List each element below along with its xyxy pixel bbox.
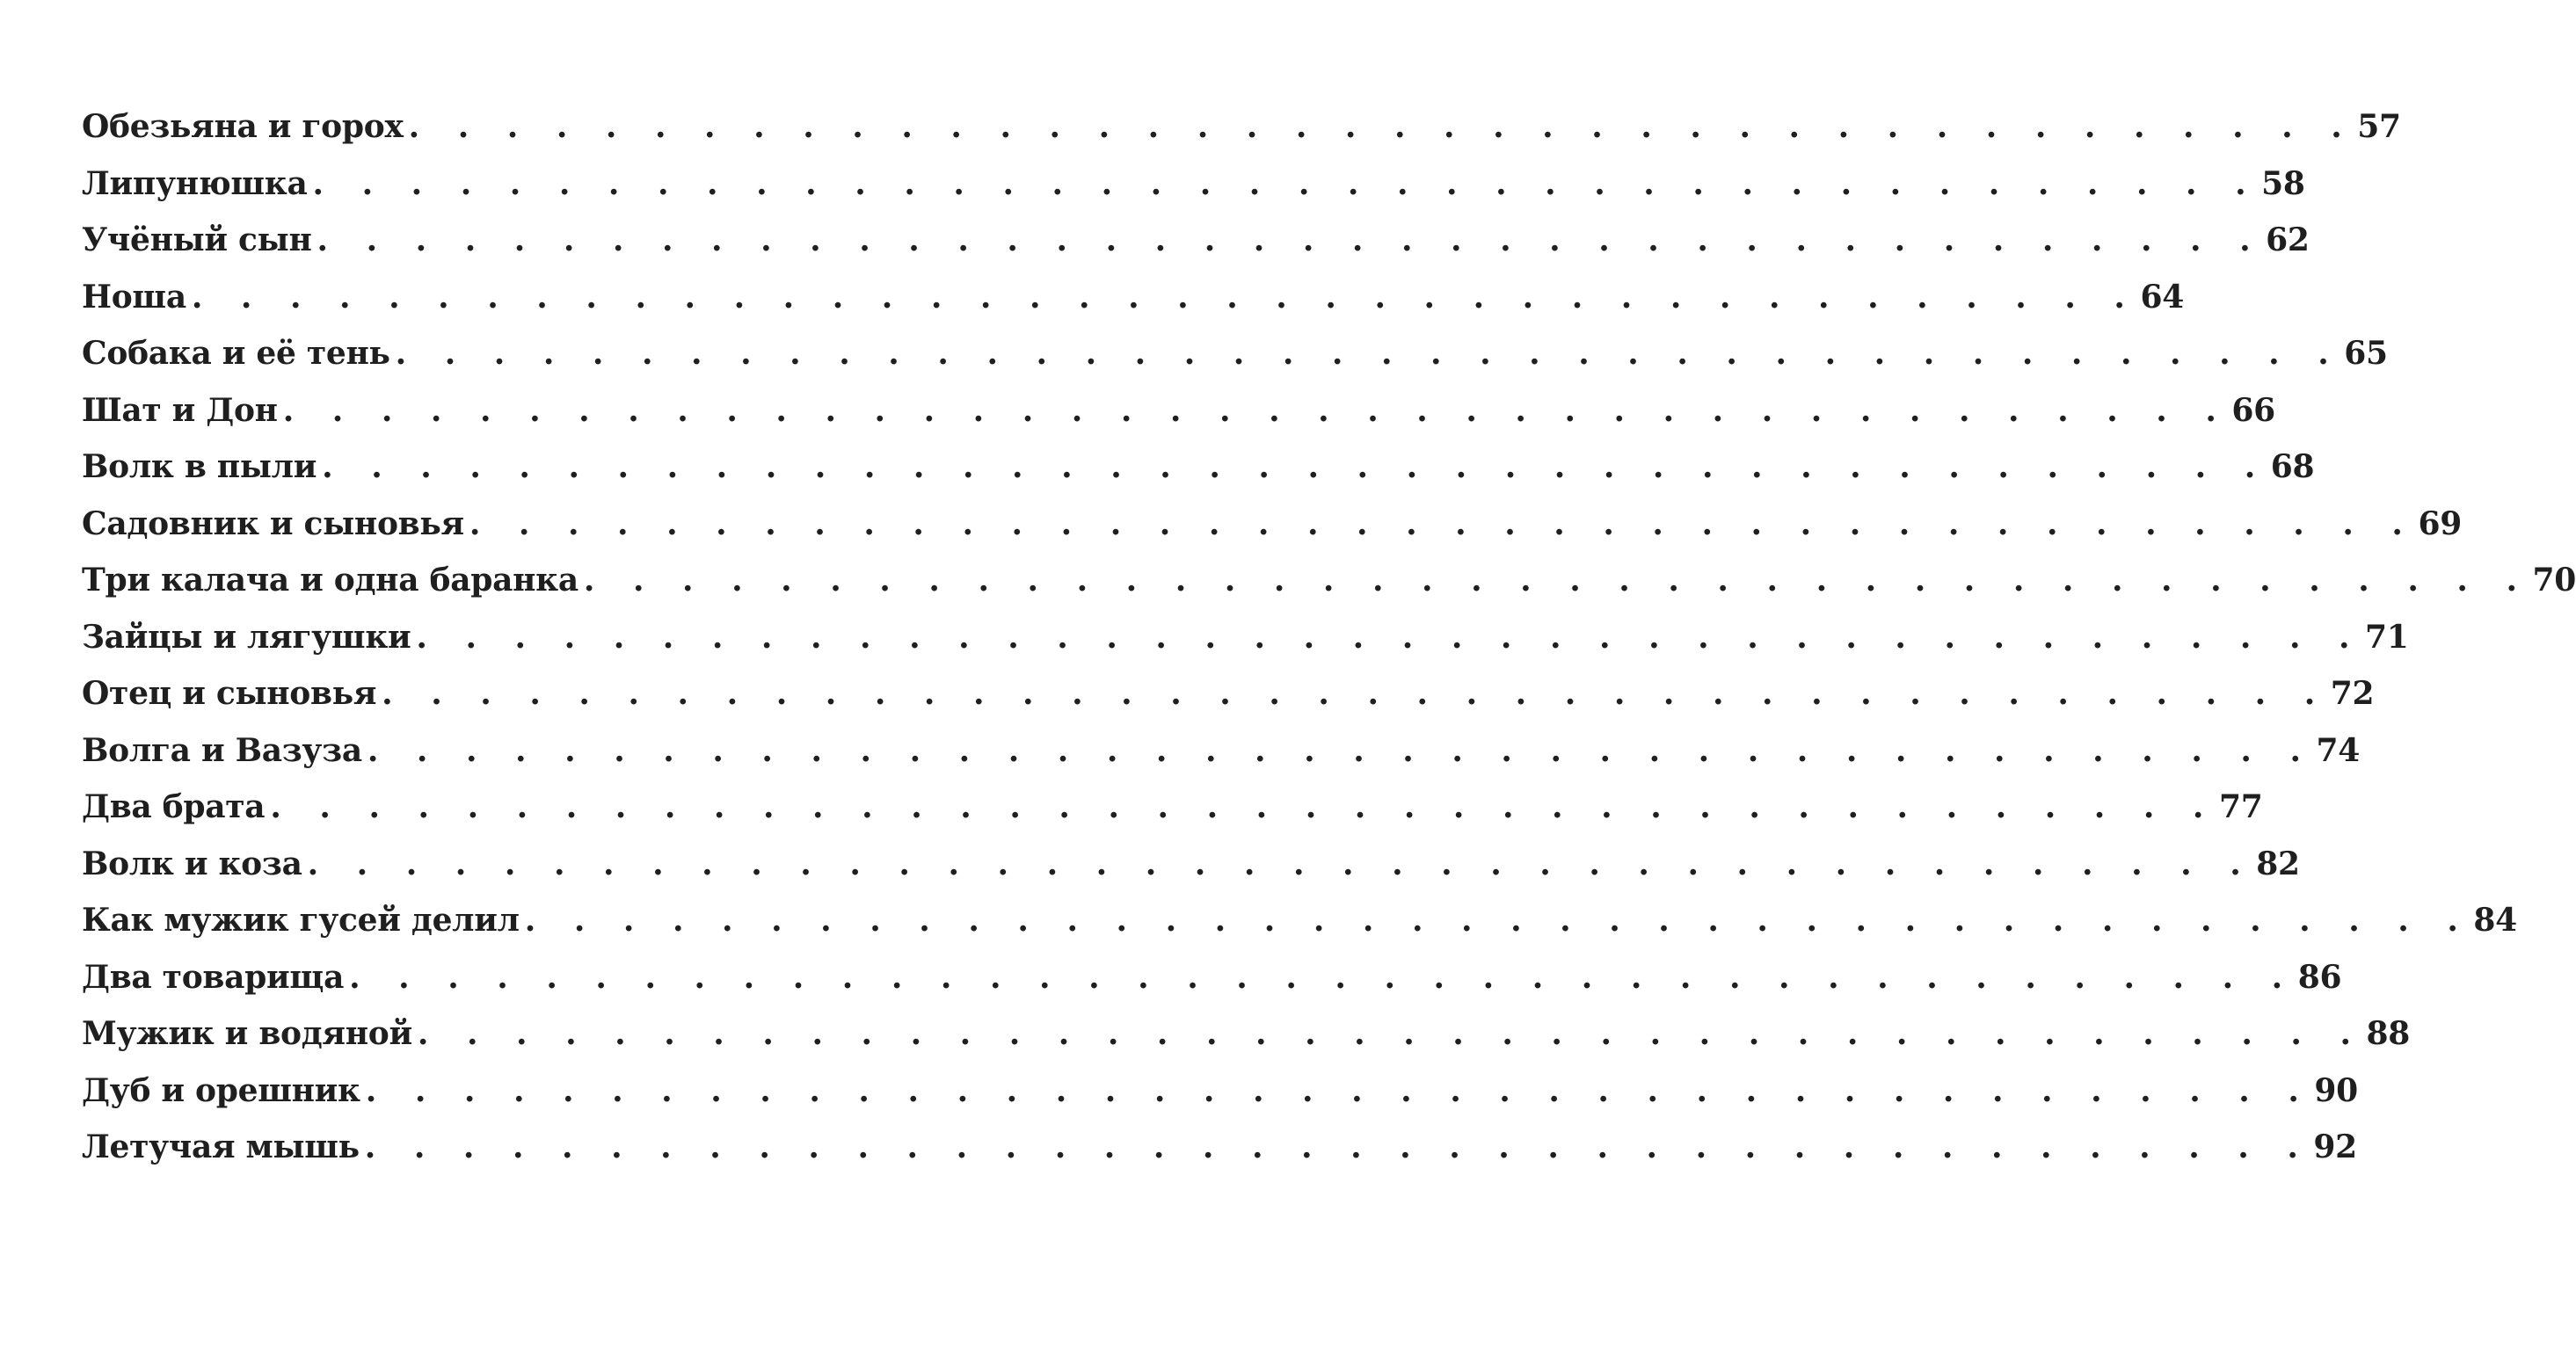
toc-entry-page-number: 62 (2266, 221, 2310, 258)
toc-entry-page-number: 77 (2218, 788, 2263, 825)
toc-entry-title: Волга и Вазуза (82, 731, 362, 769)
toc-entry-title: Ноша (82, 278, 186, 316)
toc-entry[interactable] (82, 156, 2305, 213)
toc-entry[interactable] (82, 665, 2375, 722)
toc-entry-page-number: 88 (2366, 1015, 2411, 1052)
toc-entry-title: Волк и коза (82, 845, 302, 882)
toc-entry[interactable] (82, 496, 2462, 553)
toc-dot-leader: . . . . . . . . . . . . . . . . . . . . . . . . . . . . . . . . . . . . . . . . (524, 902, 2472, 939)
toc-entry[interactable] (82, 722, 2360, 780)
toc-entry-title: Два товарища (82, 958, 345, 996)
toc-entry[interactable] (82, 98, 2401, 156)
toc-entry-page-number: 57 (2357, 108, 2401, 145)
toc-entry-title: Волк в пыли (82, 448, 317, 485)
toc-entry-title: Собака и её тень (82, 335, 390, 372)
toc-entry-page-number: 66 (2231, 391, 2275, 429)
toc-entry-title: Обезьяна и горох (82, 108, 404, 145)
toc-entry-title: Учёный сын (82, 221, 312, 258)
toc-dot-leader: . . . . . . . . . . . . . . . . . . . . . . . . . . . . . . . . . . . . . . . . (312, 164, 2260, 202)
toc-entry[interactable] (82, 949, 2342, 1006)
toc-entry[interactable] (82, 552, 2576, 609)
toc-dot-leader: . . . . . . . . . . . . . . . . . . . . . . . . . . . . . . . . . . . . . . . . (583, 562, 2531, 599)
toc-dot-leader: . . . . . . . . . . . . . . . . . . . . . . . . . . . . . . . . . . . . . . . . (416, 618, 2364, 656)
toc-entry-page-number: 92 (2313, 1128, 2357, 1165)
toc-dot-leader: . . . . . . . . . . . . . . . . . . . . . . . . . . . . . . . . . . . . . . . . (270, 788, 2217, 825)
toc-dot-leader: . . . . . . . . . . . . . . . . . . . . . . . . . . . . . . . . . . . . . . . . (191, 278, 2139, 316)
toc-entry-page-number: 72 (2330, 675, 2375, 712)
toc-entry[interactable] (82, 609, 2409, 666)
toc-entry-title: Дуб и орешник (82, 1071, 360, 1109)
toc-entry-page-number: 65 (2344, 335, 2388, 372)
toc-entry-page-number: 58 (2261, 164, 2305, 202)
toc-entry[interactable] (82, 1119, 2357, 1176)
toc-entry-page-number: 74 (2316, 731, 2360, 769)
toc-dot-leader: . . . . . . . . . . . . . . . . . . . . . . . . . . . . . . . . . . . . . . . . (282, 391, 2230, 429)
toc-dot-leader: . . . . . . . . . . . . . . . . . . . . . . . . . . . . . . . . . . . . . . . . (322, 448, 2269, 485)
toc-entry-page-number: 69 (2418, 504, 2462, 542)
toc-list (82, 98, 2576, 1176)
toc-entry-page-number: 84 (2473, 902, 2517, 939)
toc-entry-title: Как мужик гусей делил (82, 902, 520, 939)
toc-entry-page-number: 90 (2314, 1071, 2358, 1109)
toc-entry-title: Зайцы и лягушки (82, 618, 411, 656)
toc-entry-page-number: 71 (2365, 618, 2409, 656)
toc-dot-leader: . . . . . . . . . . . . . . . . . . . . . . . . . . . . . . . . . . . . . . . . (469, 504, 2417, 542)
toc-entry[interactable] (82, 325, 2388, 382)
toc-entry[interactable] (82, 439, 2315, 496)
toc-entry-page-number: 82 (2256, 845, 2300, 882)
toc-dot-leader: . . . . . . . . . . . . . . . . . . . . . . . . . . . . . . . . . . . . . . . . (367, 731, 2315, 769)
toc-entry-title: Три калача и одна баранка (82, 562, 579, 599)
toc-dot-leader: . . . . . . . . . . . . . . . . . . . . . . . . . . . . . . . . . . . . . . . . (307, 845, 2255, 882)
toc-entry-title: Липунюшка (82, 164, 308, 202)
toc-entry-page-number: 68 (2270, 448, 2315, 485)
toc-entry-title: Шат и Дон (82, 391, 278, 429)
toc-dot-leader: . . . . . . . . . . . . . . . . . . . . . . . . . . . . . . . . . . . . . . . . (408, 108, 2356, 145)
toc-dot-leader: . . . . . . . . . . . . . . . . . . . . . . . . . . . . . . . . . . . . . . . . (382, 675, 2329, 712)
toc-entry[interactable] (82, 1063, 2358, 1120)
toc-entry[interactable] (82, 779, 2263, 836)
toc-entry[interactable] (82, 212, 2310, 269)
toc-dot-leader: . . . . . . . . . . . . . . . . . . . . . . . . . . . . . . . . . . . . . . . . (417, 1015, 2365, 1052)
toc-dot-leader: . . . . . . . . . . . . . . . . . . . . . . . . . . . . . . . . . . . . . . . . (395, 335, 2343, 372)
toc-entry-title: Садовник и сыновья (82, 504, 464, 542)
toc-entry-title: Мужик и водяной (82, 1015, 412, 1052)
toc-entry-page-number: 64 (2140, 278, 2184, 316)
toc-entry-page-number: 86 (2297, 958, 2342, 996)
toc-entry[interactable] (82, 382, 2275, 439)
toc-entry-title: Летучая мышь (82, 1128, 360, 1165)
toc-entry[interactable] (82, 1005, 2411, 1063)
toc-entry-title: Отец и сыновья (82, 675, 377, 712)
toc-entry[interactable] (82, 836, 2300, 893)
toc-dot-leader: . . . . . . . . . . . . . . . . . . . . . . . . . . . . . . . . . . . . . . . . (349, 958, 2296, 996)
toc-entry[interactable] (82, 892, 2517, 949)
toc-dot-leader: . . . . . . . . . . . . . . . . . . . . . . . . . . . . . . . . . . . . . . . . (365, 1071, 2313, 1109)
toc-dot-leader: . . . . . . . . . . . . . . . . . . . . . . . . . . . . . . . . . . . . . . . . (364, 1128, 2312, 1165)
toc-entry[interactable] (82, 269, 2184, 326)
toc-entry-page-number: 70 (2532, 562, 2576, 599)
toc-entry-title: Два брата (82, 788, 266, 825)
toc-dot-leader: . . . . . . . . . . . . . . . . . . . . . . . . . . . . . . . . . . . . . . . . (317, 221, 2265, 258)
